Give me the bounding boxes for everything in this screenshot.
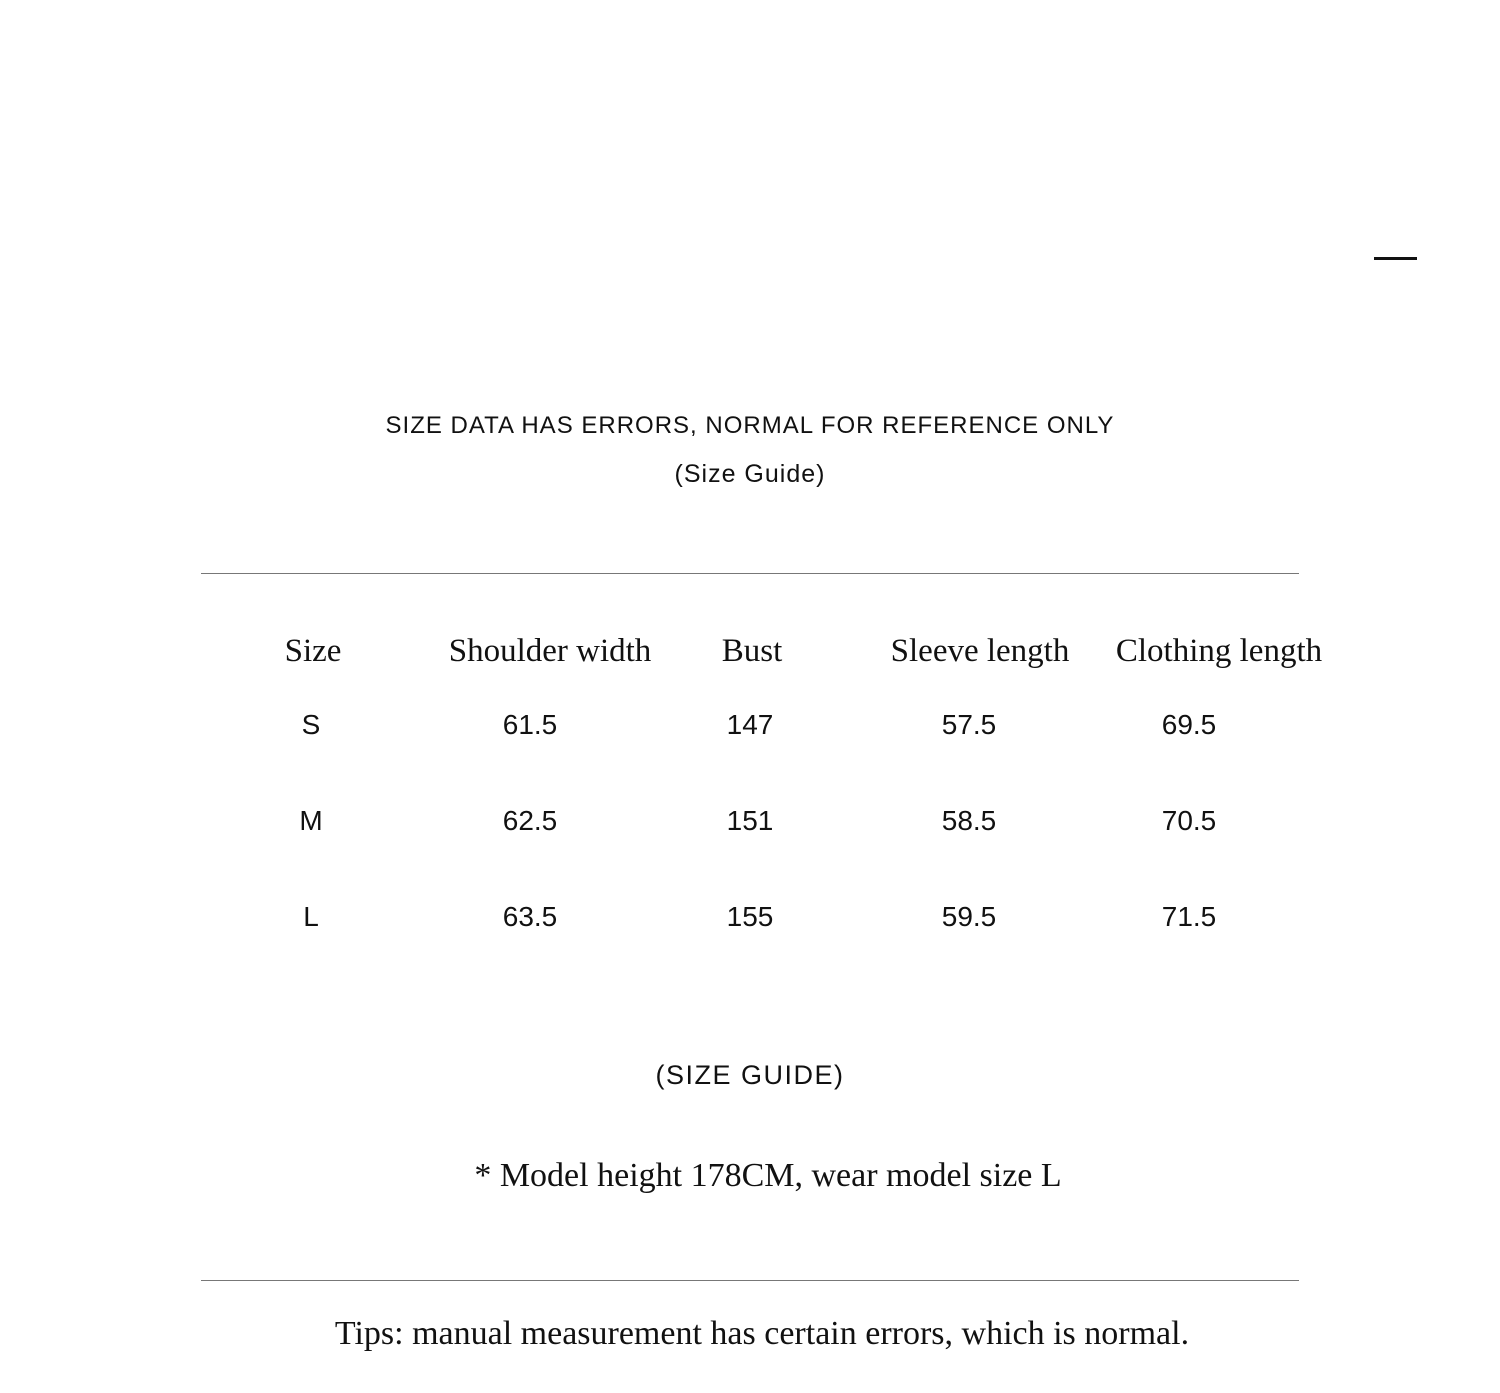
notice-subtitle: (Size Guide): [674, 460, 826, 488]
table-cell: 69.5: [1161, 709, 1217, 740]
header-clothing-length: Clothing length: [1115, 633, 1323, 669]
table-cell: 57.5: [941, 709, 997, 740]
size-guide-label: (SIZE GUIDE): [655, 1060, 845, 1090]
notice-title: SIZE DATA HAS ERRORS, NORMAL FOR REFERENCE ONLY: [385, 412, 1115, 439]
table-cell: 155: [726, 901, 774, 932]
model-note: * Model height 178CM, wear model size L: [474, 1157, 1062, 1194]
table-cell: 59.5: [941, 901, 997, 932]
table-cell: 62.5: [502, 805, 558, 836]
table-cell: 63.5: [502, 901, 558, 932]
header-bust: Bust: [721, 633, 783, 669]
header-sleeve-length: Sleeve length: [890, 633, 1070, 669]
table-cell: 58.5: [941, 805, 997, 836]
table-cell: 147: [726, 709, 774, 740]
header-shoulder-width: Shoulder width: [448, 633, 652, 669]
table-cell: 151: [726, 805, 774, 836]
table-cell: 70.5: [1161, 805, 1217, 836]
header-size: Size: [284, 633, 342, 669]
table-cell: 71.5: [1161, 901, 1217, 932]
divider-bottom: [201, 1280, 1299, 1281]
divider-top: [201, 573, 1299, 574]
table-cell: M: [299, 805, 323, 836]
table-cell: 61.5: [502, 709, 558, 740]
tips-text: Tips: manual measurement has certain errors, which is normal.: [334, 1315, 1190, 1352]
table-cell: S: [301, 709, 321, 740]
dash-mark: [1374, 257, 1417, 260]
table-cell: L: [303, 901, 319, 932]
